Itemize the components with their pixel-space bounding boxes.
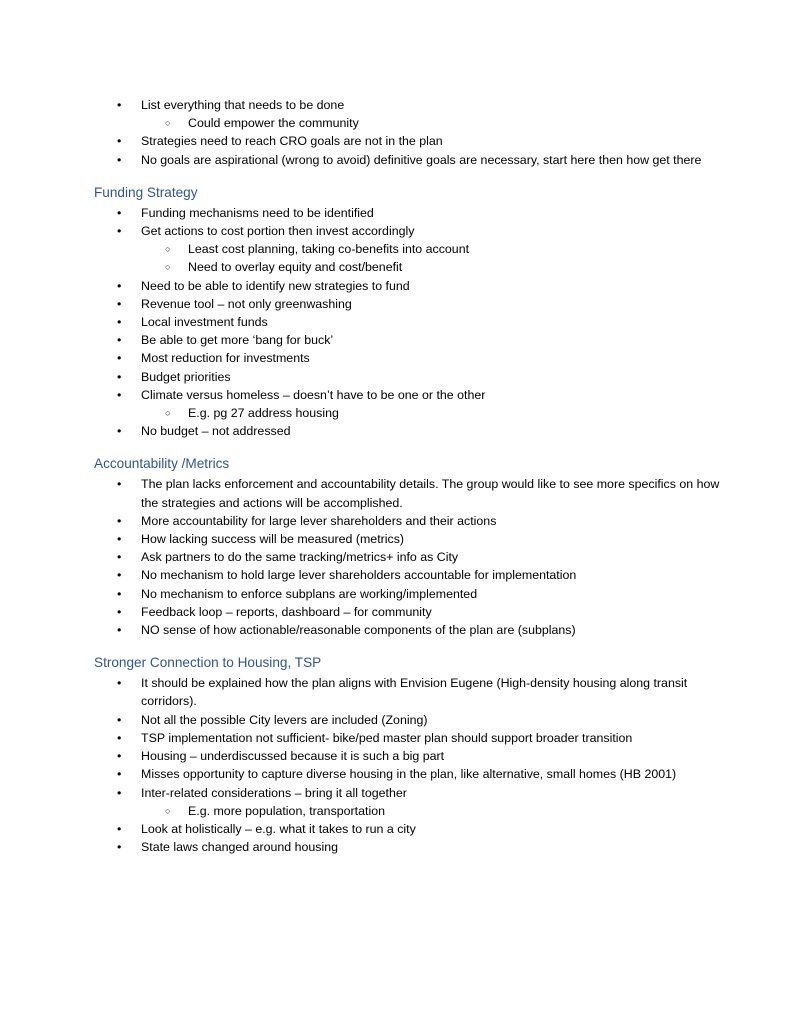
- list-item: • No mechanism to hold large lever shareholders accountable for implementation: [94, 566, 734, 584]
- sub-list-item: ○ E.g. more population, transportation: [94, 802, 734, 820]
- list-item: • How lacking success will be measured (metrics): [94, 530, 734, 548]
- section-heading: Stronger Connection to Housing, TSP: [94, 655, 322, 671]
- document-content: [94, 96, 734, 856]
- list-item: • Misses opportunity to capture diverse housing in the plan, like alternative, small homes (HB 2001): [94, 765, 734, 783]
- bullet-list: [94, 204, 734, 441]
- list-item: • Ask partners to do the same tracking/metrics+ info as City: [94, 548, 734, 566]
- list-item: • The plan lacks enforcement and accountability details. The group would like to see more specifics on how the strategies and actions will be accomplished.: [94, 475, 734, 511]
- list-item: • Budget priorities: [94, 368, 734, 386]
- list-item: • Funding mechanisms need to be identified: [94, 204, 734, 222]
- list-item: • Most reduction for investments: [94, 349, 734, 367]
- section: [94, 184, 734, 441]
- section-heading: Funding Strategy: [94, 184, 198, 200]
- section: [94, 455, 734, 639]
- list-item: • TSP implementation not sufficient- bike/ped master plan should support broader transition: [94, 729, 734, 747]
- list-item: • NO sense of how actionable/reasonable components of the plan are (subplans): [94, 621, 734, 639]
- bullet-list: [94, 674, 734, 856]
- list-item: • Inter-related considerations – bring it all together: [94, 784, 734, 802]
- list-item: • Feedback loop – reports, dashboard – for community: [94, 603, 734, 621]
- list-item: • Look at holistically – e.g. what it takes to run a city: [94, 820, 734, 838]
- list-item: • Get actions to cost portion then invest accordingly: [94, 222, 734, 240]
- sub-list-item: ○ Need to overlay equity and cost/benefit: [94, 258, 734, 276]
- section: [94, 96, 734, 169]
- list-item: • Strategies need to reach CRO goals are not in the plan: [94, 132, 734, 150]
- bullet-list: [94, 96, 734, 169]
- list-item: • Not all the possible City levers are included (Zoning): [94, 711, 734, 729]
- list-item: • Climate versus homeless – doesn’t have to be one or the other: [94, 386, 734, 404]
- list-item: • More accountability for large lever shareholders and their actions: [94, 512, 734, 530]
- list-item: • State laws changed around housing: [94, 838, 734, 856]
- sub-list-item: ○ Least cost planning, taking co-benefits into account: [94, 240, 734, 258]
- list-item: • It should be explained how the plan aligns with Envision Eugene (High-density housing along transit corridors).: [94, 674, 734, 710]
- list-item: • No mechanism to enforce subplans are working/implemented: [94, 585, 734, 603]
- sub-list-item: ○ E.g. pg 27 address housing: [94, 404, 734, 422]
- list-item: • Revenue tool – not only greenwashing: [94, 295, 734, 313]
- list-item: • Be able to get more ‘bang for buck’: [94, 331, 734, 349]
- section-heading: Accountability /Metrics: [94, 456, 230, 472]
- bullet-list: [94, 475, 734, 639]
- list-item: • Housing – underdiscussed because it is such a big part: [94, 747, 734, 765]
- section: [94, 654, 734, 856]
- list-item: • Local investment funds: [94, 313, 734, 331]
- list-item: • List everything that needs to be done: [94, 96, 734, 114]
- sub-list-item: ○ Could empower the community: [94, 114, 734, 132]
- list-item: • Need to be able to identify new strategies to fund: [94, 277, 734, 295]
- list-item: • No goals are aspirational (wrong to avoid) definitive goals are necessary, start here then how get there: [94, 151, 734, 169]
- list-item: • No budget – not addressed: [94, 422, 734, 440]
